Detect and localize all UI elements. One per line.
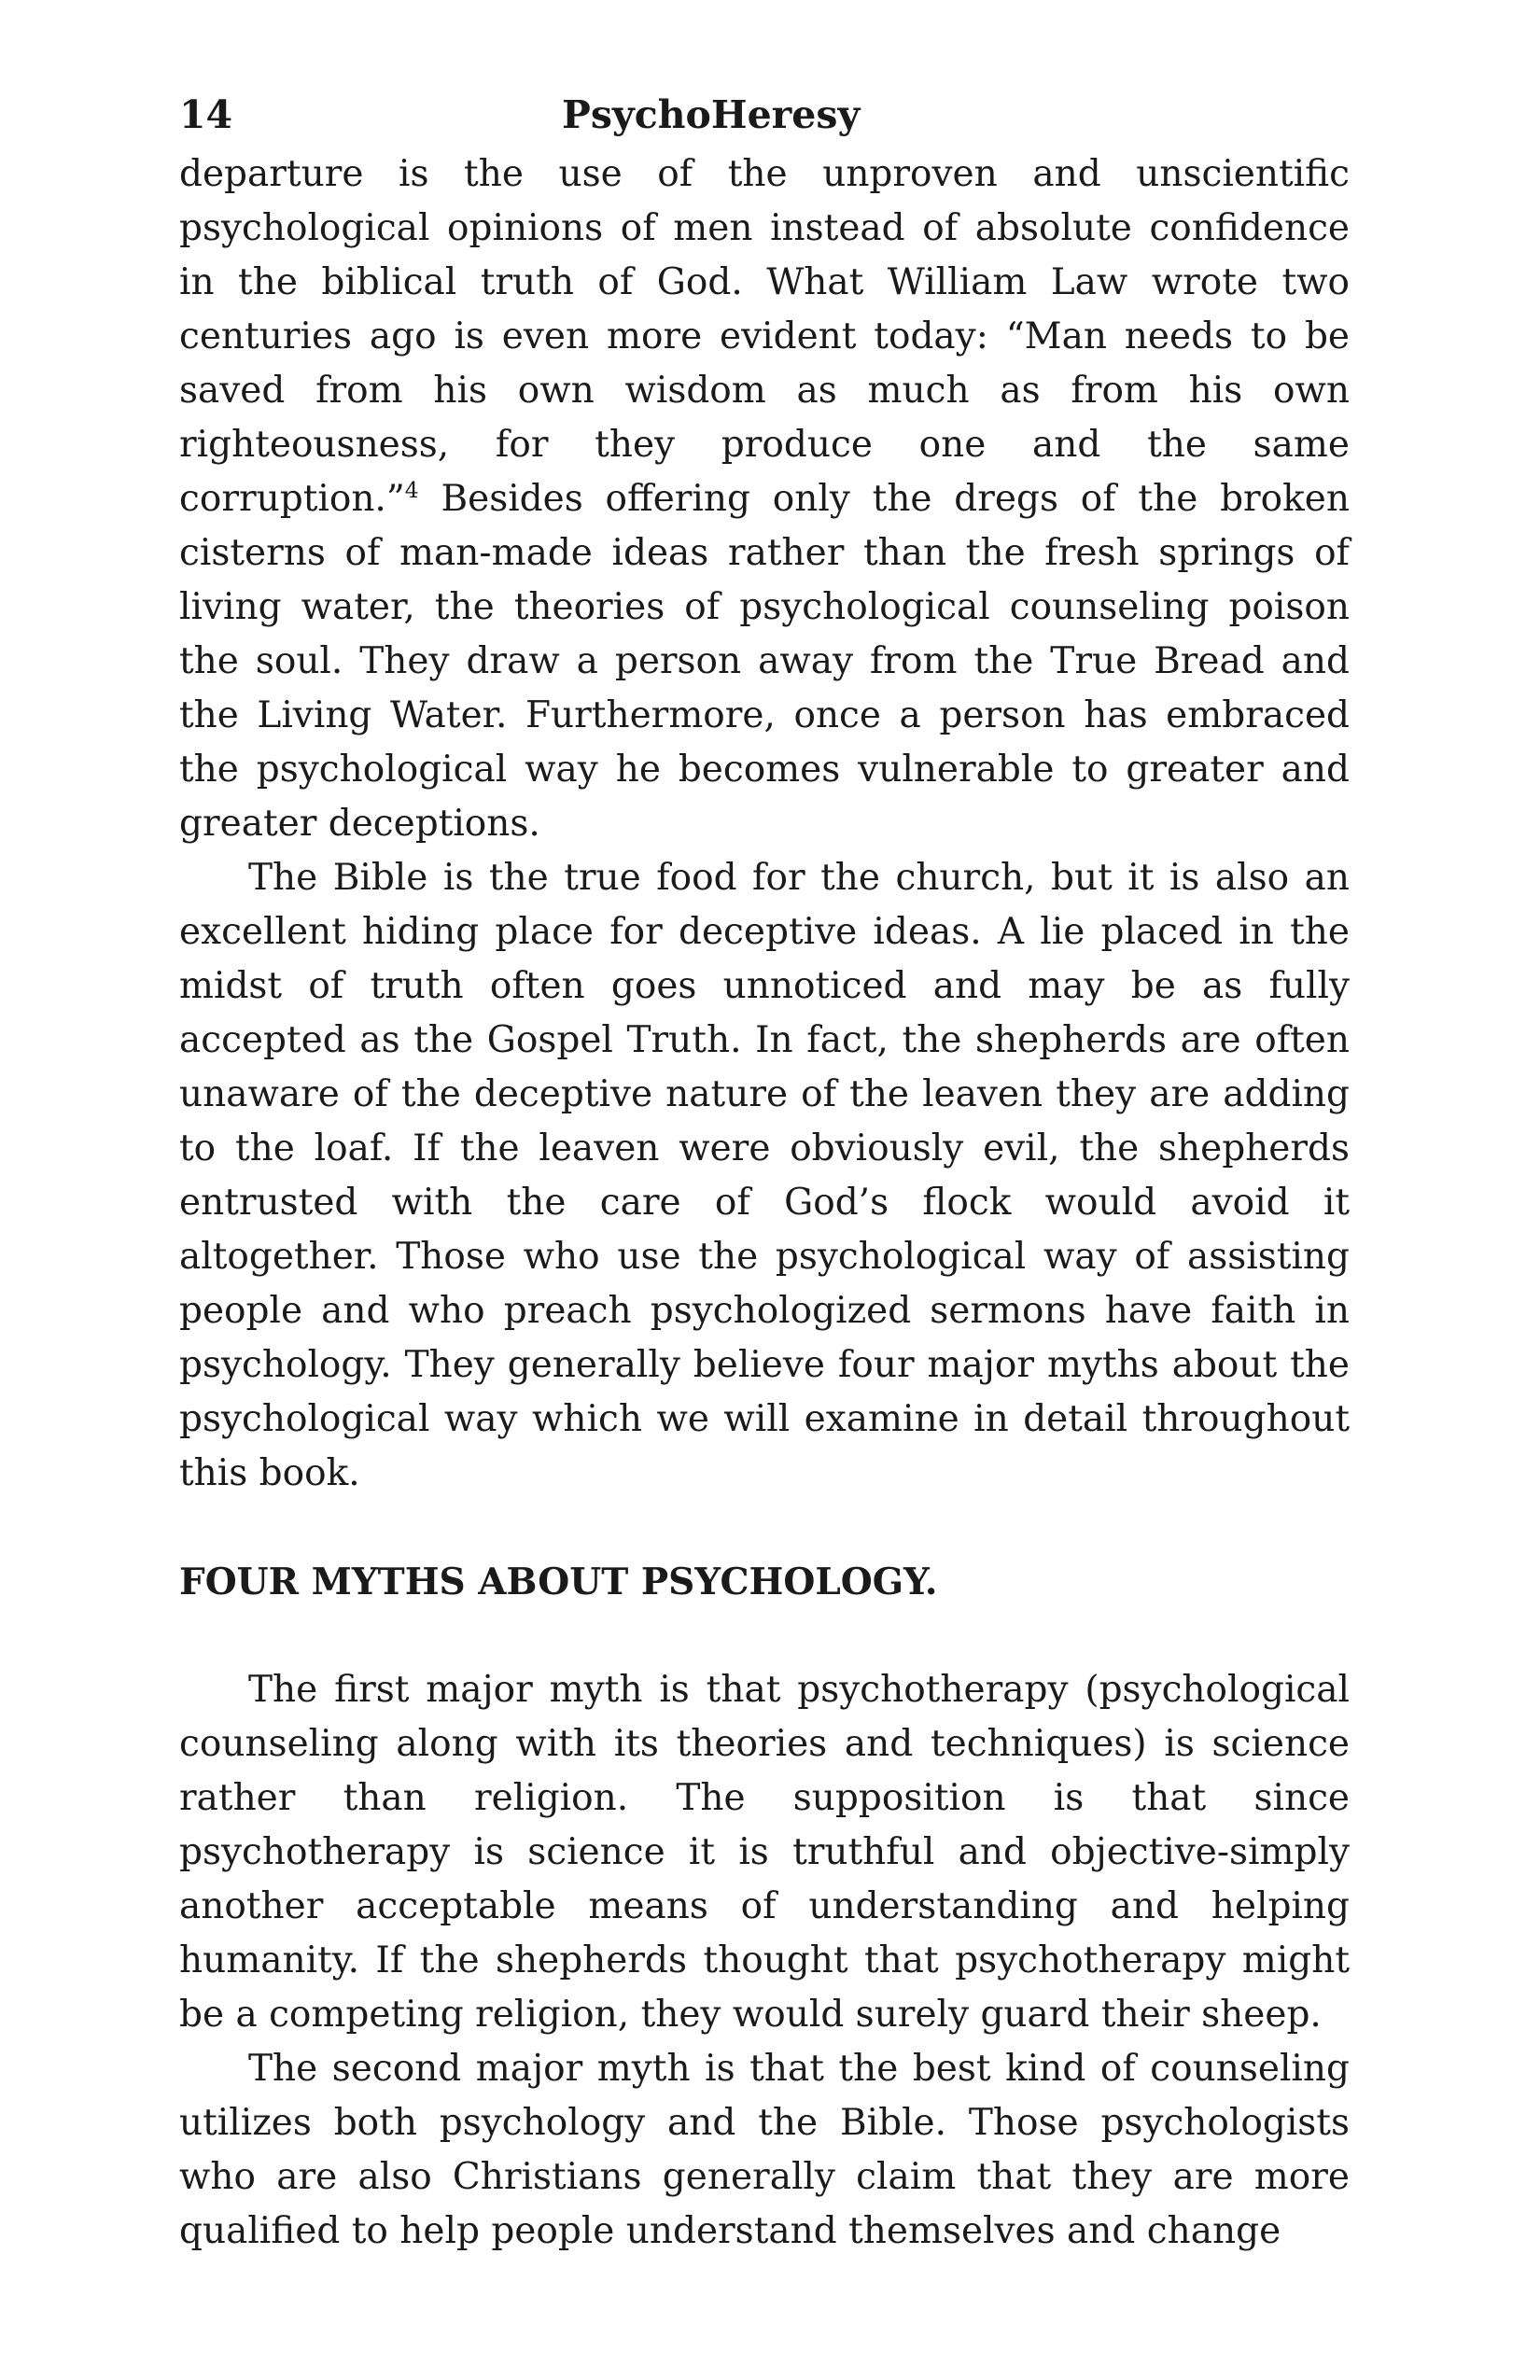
page-number: 14 [179,92,233,137]
section-heading: FOUR MYTHS ABOUT PSYCHOLOGY. [179,1561,938,1603]
footnote-marker: 4 [404,476,419,503]
paragraph-1-part-2: Besides offering only the dregs of the broken cisterns of man-made ideas rather than the fresh springs of living water, the theories of psychological counseling poison the soul. They draw a person away from the True Bread and the Living Water. Furthermore, once a person has embraced the psychological way he becomes vulnerable to greater and greater deceptions. [179,478,1350,845]
book-page [179,82,1350,2259]
paragraph-1 [179,147,1350,851]
book-title: PsychoHeresy [562,92,861,137]
paragraph-1-part-1: departure is the use of the unproven and unscientific psychological opinions of men instead of absolute confidence in the biblical truth of God. What William Law wrote two centuries ago is even more evident today: “Man needs to be saved from his own wisdom as much as from his own righteousness, for they produce one and the same corruption.” [179,153,1350,520]
paragraph-3: The first major myth is that psychotherapy (psychological counseling along with its theories and techniques) is science rather than religion. The supposition is that since psychotherapy is science it is truthful and objective-simply another acceptable means of understanding and helping humanity. If the shepherds thought that psychotherapy might be a competing religion, they would surely guard their sheep. [179,1669,1350,2036]
body-text [179,147,1350,2259]
paragraph-2: The Bible is the true food for the church, but it is also an excellent hiding place for deceptive ideas. A lie placed in the midst of truth often goes unnoticed and may be as fully accepted as the Gospel Truth. In fact, the shepherds are often unaware of the deceptive nature of the leaven they are adding to the loaf. If the leaven were obviously evil, the shepherds entrusted with the care of God’s flock would avoid it altogether. Those who use the psychological way of assisting people and who preach psychologized sermons have faith in psychology. They generally believe four major myths about the psychological way which we will examine in detail throughout this book. [179,857,1350,1494]
running-head [179,82,1350,147]
paragraph-4: The second major myth is that the best kind of counseling utilizes both psychology and the Bible. Those psychologists who are also Christians generally claim that they are more qualified to help people understand themselves and change [179,2048,1350,2252]
